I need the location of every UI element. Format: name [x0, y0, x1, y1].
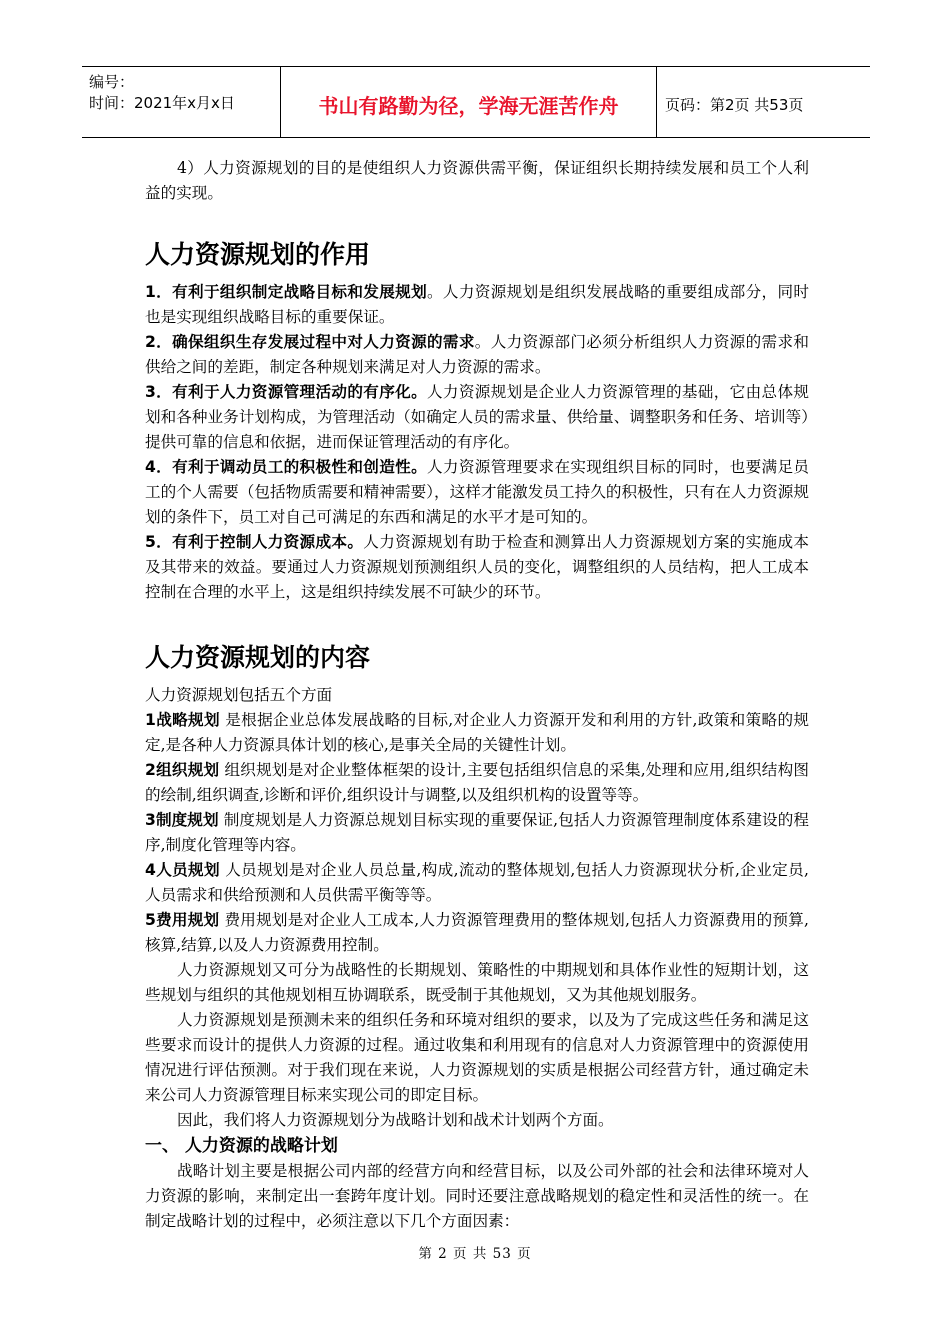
content-item-3 — [145, 808, 809, 858]
role-item-1-text: 。人力资源规划是组织发展战略的重要组成部分，同时也是实现组织战略目标的重要保证。 — [145, 283, 809, 326]
content-item-5-text: 费用规划是对企业人工成本,人力资源管理费用的整体规划,包括人力资源费用的预算,核算,结算,以及人力资源费用控制。 — [145, 911, 809, 954]
content-item-1-text: 是根据企业总体发展战略的目标,对企业人力资源开发和利用的方针,政策和策略的规定,是各种人力资源具体计划的核心,是事关全局的关键性计划。 — [145, 711, 809, 754]
content-item-5-lead: 5费用规划 — [145, 911, 220, 929]
intro-paragraph: 4）人力资源规划的目的是使组织人力资源供需平衡，保证组织长期持续发展和员工个人利益的实现。 — [145, 159, 809, 202]
content-item-3-lead: 3制度规划 — [145, 811, 219, 829]
section-title-role: 人力资源规划的作用 — [145, 240, 371, 269]
role-item-1-lead: 1．有利于组织制定战略目标和发展规划 — [145, 283, 427, 301]
header-motto: 书山有路勤为径，学海无涯苦作舟 — [281, 67, 657, 137]
header-meta — [82, 67, 281, 137]
content-item-2-lead: 2组织规划 — [145, 761, 220, 779]
content-paragraph-1: 人力资源规划又可分为战略性的长期规划、策略性的中期规划和具体作业性的短期计划，这些规划与组织的其他规划相互协调联系，既受制于其他规划，又为其他规划服务。 — [145, 961, 809, 1004]
content-item-2 — [145, 758, 809, 808]
page-footer: 第 2 页 共 53 页 — [418, 1246, 532, 1262]
role-item-5-text: 人力资源规划有助于检查和测算出人力资源规划方案的实施成本及其带来的效益。要通过人力资源规划预测组织人员的变化，调整组织的人员结构，把人工成本控制在合理的水平上，这是组织持续发展不可缺少的环节。 — [145, 533, 809, 601]
role-item-3 — [145, 380, 809, 455]
document-body — [145, 156, 809, 1234]
header-page-number: 页码：第2页 共53页 — [665, 95, 804, 114]
role-item-4-text: 人力资源管理要求在实现组织目标的同时，也要满足员工的个人需要（包括物质需要和精神需要），这样才能激发员工持久的积极性，只有在人力资源规划的条件下，员工对自己可满足的东西和满足的水平才是可知的。 — [145, 458, 809, 526]
content-item-3-text: 制度规划是人力资源总规划目标实现的重要保证,包括人力资源管理制度体系建设的程序,制度化管理等内容。 — [145, 811, 809, 854]
content-item-5 — [145, 908, 809, 958]
section-title-content: 人力资源规划的内容 — [145, 643, 371, 672]
content-item-1-lead: 1战略规划 — [145, 711, 220, 729]
role-item-2 — [145, 330, 809, 380]
role-item-1 — [145, 280, 809, 330]
content-item-4-text: 人员规划是对企业人员总量,构成,流动的整体规划,包括人力资源现状分析,企业定员,人员需求和供给预测和人员供需平衡等等。 — [145, 861, 809, 904]
role-item-3-lead: 3．有利于人力资源管理活动的有序化。 — [145, 383, 427, 401]
content-item-2-text: 组织规划是对企业整体框架的设计,主要包括组织信息的采集,处理和应用,组织结构图的绘制,组织调查,诊断和评价,组织设计与调整,以及组织机构的设置等等。 — [145, 761, 809, 804]
role-item-5-lead: 5．有利于控制人力资源成本。 — [145, 533, 364, 551]
role-item-3-text: 人力资源规划是企业人力资源管理的基础，它由总体规划和各种业务计划构成，为管理活动（如确定人员的需求量、供给量、调整职务和任务、培训等）提供可靠的信息和依据，进而保证管理活动的有序化。 — [145, 383, 809, 451]
header-number: 编号： — [89, 73, 135, 91]
section-title-strategic-plan: 一、 人力资源的战略计划 — [145, 1136, 338, 1156]
content-paragraph-2: 人力资源规划是预测未来的组织任务和环境对组织的要求，以及为了完成这些任务和满足这些要求而设计的提供人力资源的过程。通过收集和利用现有的信息对人力资源管理中的资源使用情况进行评估预测。对于我们现在来说，人力资源规划的实质是根据公司经营方针，通过确定未来公司人力资源管理目标来实现公司的即定目标。 — [145, 1011, 809, 1104]
content-intro: 人力资源规划包括五个方面 — [145, 686, 333, 704]
role-item-2-lead: 2．确保组织生存发展过程中对人力资源的需求 — [145, 333, 475, 351]
strategic-plan-paragraph: 战略计划主要是根据公司内部的经营方向和经营目标，以及公司外部的社会和法律环境对人力资源的影响，来制定出一套跨年度计划。同时还要注意战略规划的稳定性和灵活性的统一。在制定战略计划的过程中，必须注意以下几个方面因素： — [145, 1162, 809, 1230]
content-paragraph-3: 因此，我们将人力资源规划分为战略计划和战术计划两个方面。 — [177, 1111, 614, 1129]
content-item-1 — [145, 708, 809, 758]
content-item-4 — [145, 858, 809, 908]
role-item-2-text: 。人力资源部门必须分析组织人力资源的需求和供给之间的差距，制定各种规划来满足对人力资源的需求。 — [145, 333, 809, 376]
role-item-4 — [145, 455, 809, 530]
role-item-5 — [145, 530, 809, 605]
content-item-4-lead: 4人员规划 — [145, 861, 220, 879]
header-time: 时间：2021年x月x日 — [89, 94, 235, 112]
role-item-4-lead: 4．有利于调动员工的积极性和创造性。 — [145, 458, 427, 476]
page-header — [82, 66, 870, 138]
